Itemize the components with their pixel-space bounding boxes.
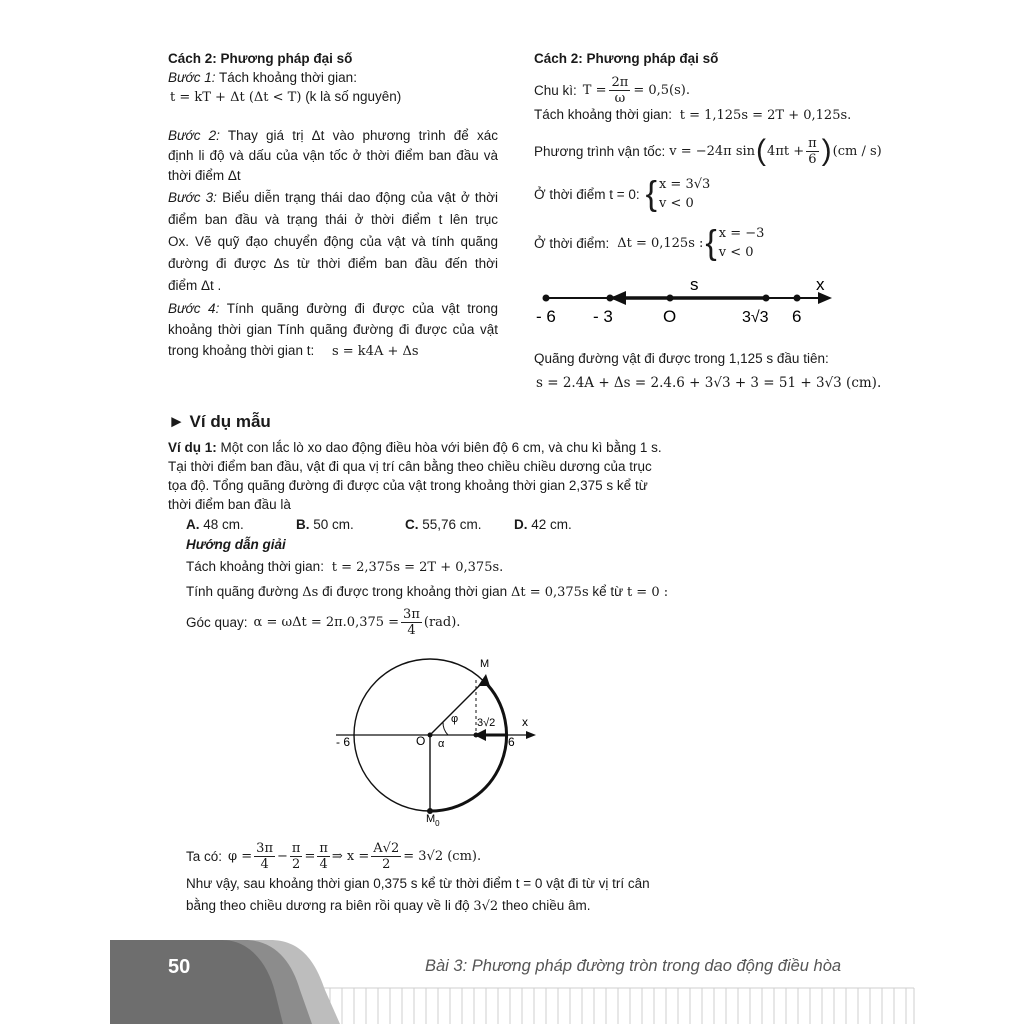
label-neg3: - 3: [593, 307, 613, 326]
footer-band: [0, 940, 1024, 1024]
question-line2: Tại thời điểm ban đầu, vật đi qua vị trí cân bằng theo chiều chiều dương của trục: [168, 459, 652, 474]
axis-diagram: [530, 272, 840, 330]
step3-line5: điểm Δt .: [168, 278, 222, 293]
solution-step4: [186, 838, 481, 874]
t0-system: [659, 175, 710, 213]
conclusion-line1: Như vậy, sau khoảng thời gian 0,375 s kể từ thời điểm t = 0 vật đi từ vị trí cân: [186, 876, 650, 891]
label-3root2: 3√2: [477, 717, 496, 729]
label-phi: φ: [451, 713, 459, 725]
projection-point: [474, 733, 479, 738]
step3-line2: điểm ban đầu và trạng thái ở thời điểm t lên trục: [168, 212, 498, 227]
solution-title: Hướng dẫn giải: [186, 537, 286, 552]
option-d: [514, 517, 572, 532]
option-b: [296, 517, 354, 532]
label-o: O: [416, 734, 426, 748]
dt-label: Ở thời điểm:: [534, 235, 610, 251]
step4-text3: trong khoảng thời gian t:: [168, 343, 315, 358]
point-neg3: [607, 295, 614, 302]
s4-minus: −: [277, 848, 288, 864]
period-formula-b: = 0,5(s).: [633, 82, 690, 98]
s4-f2-den: 2: [292, 856, 301, 872]
s4-f3-den: 4: [319, 856, 328, 872]
solution-step3: [186, 604, 460, 640]
option-text: 48 cm.: [203, 517, 244, 532]
label-pos6: 6: [508, 735, 515, 749]
period-label: Chu kì:: [534, 82, 577, 98]
step4-formula: s = k4A + Δs: [331, 344, 419, 359]
point-pos6: [794, 295, 801, 302]
s3-unit: (rad).: [423, 614, 461, 630]
question-line4: thời điểm ban đầu là: [168, 497, 291, 512]
dt-x: x = −3: [718, 226, 765, 241]
s4-fraction3: [317, 841, 330, 872]
c2-text-a: bằng theo chiều dương ra biên rồi quay về li độ: [186, 898, 470, 913]
s3-numerator: 3π: [403, 606, 420, 622]
label-pos6: 6: [792, 307, 802, 326]
label-x: x: [816, 275, 825, 294]
s4-f1-num: 3π: [256, 840, 273, 856]
option-key: B.: [296, 517, 310, 532]
s3-denominator: 4: [407, 622, 416, 638]
question-line3: tọa độ. Tổng quãng đường đi được của vật trong khoảng thời gian 2,375 s kể từ: [168, 478, 648, 493]
x-axis-arrow: [526, 731, 536, 739]
dt-v: v < 0: [718, 245, 754, 260]
label-m: M: [480, 658, 490, 670]
period-formula-a: T =: [582, 82, 607, 98]
step1-line: [168, 70, 357, 85]
s3-fraction: [401, 607, 422, 638]
c2-value: 3√2: [473, 899, 499, 914]
lesson-title: Bài 3: Phương pháp đường tròn trong dao động điều hòa: [425, 957, 842, 975]
step2-line2: định li độ và dấu của vận tốc ở thời điểm ban đầu và: [168, 148, 498, 163]
s4-phi: φ =: [228, 848, 253, 864]
conclusion-line2: [186, 898, 591, 914]
split-formula: t = 1,125s = 2T + 0,125s.: [679, 108, 852, 123]
option-c: [405, 517, 482, 532]
option-key: C.: [405, 517, 419, 532]
point-3root3: [763, 295, 770, 302]
question-line1: [168, 440, 662, 455]
s2-dt: Δt = 0,375s: [510, 585, 589, 600]
brace: {: [705, 224, 717, 262]
step1-formula-line: [170, 89, 401, 105]
option-key: A.: [186, 517, 200, 532]
dt-system: [719, 224, 765, 262]
s4-result: = 3√2 (cm).: [403, 848, 482, 864]
label-3root3: 3√3: [742, 309, 769, 326]
paren-open: (: [756, 134, 767, 167]
t0-line: [534, 174, 710, 214]
period-fraction: [609, 75, 630, 106]
s4-fraction2: [290, 841, 303, 872]
velocity-line: [534, 132, 882, 170]
t0-v: v < 0: [658, 196, 694, 211]
split-line: [534, 107, 851, 123]
step2-label: Bước 2:: [168, 128, 220, 143]
circle-diagram: [330, 650, 550, 830]
point-neg6: [543, 295, 550, 302]
s3-label: Góc quay:: [186, 614, 248, 630]
option-text: 42 cm.: [531, 517, 572, 532]
step3-line3: Ox. Vẽ quỹ đạo chuyển động của vật và tính quãng: [168, 234, 498, 249]
step1-formula: t = kT + Δt (Δt < T): [170, 90, 302, 105]
option-a: [186, 517, 244, 532]
velocity-formula: v = −24π sin: [669, 143, 756, 159]
point-origin: [667, 295, 674, 302]
s4-implies: ⇒ x =: [331, 848, 370, 864]
option-text: 55,76 cm.: [422, 517, 482, 532]
page-number: 50: [168, 956, 191, 978]
section-title: ► Ví dụ mẫu: [168, 412, 271, 431]
step4-text1: Tính quãng đường đi được của vật trong: [226, 301, 498, 316]
distance-text: Quãng đường vật đi được trong 1,125 s đầu tiên:: [534, 351, 829, 366]
step3-line1: [168, 190, 498, 205]
step4-line3: [168, 343, 419, 359]
velocity-numerator: π: [808, 135, 817, 151]
example-label: Ví dụ 1:: [168, 440, 217, 455]
s2-text-c: kể từ: [592, 584, 624, 599]
s4-f1-den: 4: [260, 856, 269, 872]
distance-formula: s = 2.4A + Δs = 2.4.6 + 3√3 + 3 = 51 + 3√3 (cm).: [536, 375, 882, 391]
period-denominator: ω: [614, 90, 626, 106]
label-neg6: - 6: [536, 307, 556, 326]
left-heading: Cách 2: Phương pháp đại số: [168, 51, 353, 66]
step1-label: Bước 1:: [168, 70, 216, 85]
label-s: s: [690, 275, 699, 294]
dt-value: Δt = 0,125s :: [617, 235, 704, 251]
phi-arc: [443, 722, 448, 735]
arc-arrow-head: [478, 674, 490, 686]
origin-point: [428, 733, 433, 738]
step2-text1: Thay giá trị Δt vào phương trình để xác: [227, 128, 498, 143]
period-numerator: 2π: [611, 74, 629, 90]
label-alpha: α: [438, 738, 445, 750]
s4-f4-num: A√2: [373, 840, 400, 856]
right-heading: Cách 2: Phương pháp đại số: [534, 51, 719, 66]
s4-f4-den: 2: [382, 856, 391, 872]
c2-text-c: theo chiều âm.: [501, 898, 591, 913]
velocity-fraction: [806, 136, 819, 167]
label-neg6: - 6: [336, 735, 351, 749]
solution-step2: [186, 584, 668, 600]
step4-line1: [168, 301, 498, 316]
step1-text: Tách khoảng thời gian:: [219, 70, 357, 85]
option-text: 50 cm.: [313, 517, 354, 532]
step2-line3: thời điểm Δt: [168, 168, 241, 183]
velocity-inner: 4πt +: [767, 143, 805, 159]
s2-t: t = 0 :: [626, 585, 669, 600]
radius-m: [430, 681, 484, 735]
step3-line4: đường đi được Δs từ thời điểm ban đầu đến thời: [168, 256, 498, 271]
footer-hatching: [320, 988, 914, 1024]
split-label: Tách khoảng thời gian:: [534, 107, 672, 122]
velocity-unit: (cm / s): [832, 143, 882, 159]
step2-line1: [168, 128, 498, 143]
step1-note: (k là số nguyên): [305, 89, 402, 104]
step4-label: Bước 4:: [168, 301, 220, 316]
s3-formula: α = ωΔt = 2π.0,375 =: [253, 614, 400, 630]
velocity-denominator: 6: [808, 151, 817, 167]
label-x: x: [522, 715, 528, 729]
s2-ds: Δs: [302, 585, 319, 600]
question-text1: Một con lắc lò xo dao động điều hòa với biên độ 6 cm, và chu kì bằng 1 s.: [220, 440, 662, 455]
s4-label: Ta có:: [186, 848, 223, 864]
s4-fraction4: [371, 841, 401, 872]
s4-fraction1: [254, 841, 275, 872]
s4-eq: =: [304, 848, 316, 864]
step4-line2: khoảng thời gian Tính quãng đường đi được của vật: [168, 322, 498, 337]
step3-text1: Biểu diễn trạng thái dao động của vật ở thời: [222, 190, 498, 205]
velocity-label: Phương trình vận tốc:: [534, 143, 666, 159]
t0-x: x = 3√3: [658, 177, 711, 192]
solution-step1: [186, 559, 503, 575]
step3-label: Bước 3:: [168, 190, 217, 205]
period-line: [534, 72, 690, 108]
dt-line: [534, 223, 764, 263]
s2-text-a: Tính quãng đường: [186, 584, 299, 599]
brace: {: [645, 175, 657, 213]
s1-label: Tách khoảng thời gian:: [186, 559, 324, 574]
t0-label: Ở thời điểm t = 0:: [534, 186, 640, 202]
paren-close: ): [821, 134, 832, 167]
s2-text-b: đi được trong khoảng thời gian: [322, 584, 508, 599]
s4-f2-num: π: [291, 840, 301, 856]
label-o: O: [663, 307, 677, 326]
s1-formula: t = 2,375s = 2T + 0,375s.: [331, 560, 504, 575]
option-key: D.: [514, 517, 528, 532]
m0-letter: M: [426, 813, 436, 825]
label-m0: [426, 813, 440, 828]
s4-f3-num: π: [319, 840, 328, 856]
m0-subscript: 0: [435, 819, 440, 828]
